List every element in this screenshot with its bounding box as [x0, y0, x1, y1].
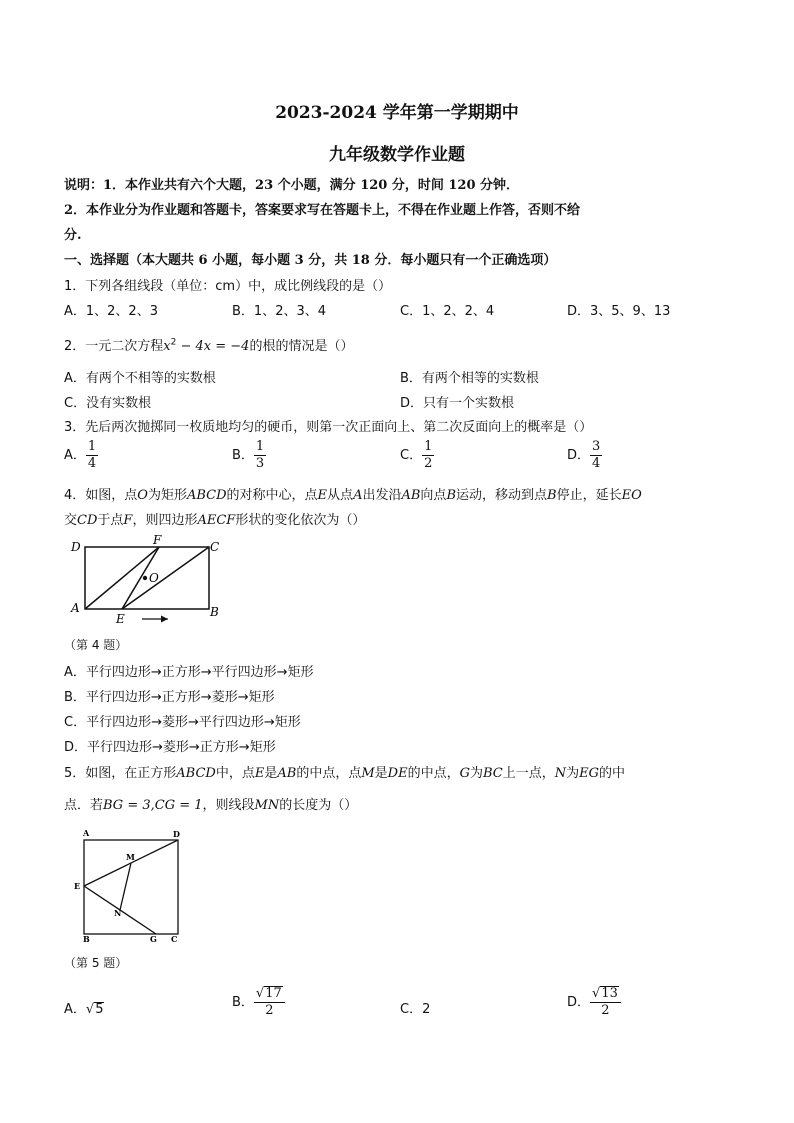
- q5-line-mn: [120, 863, 131, 910]
- q4-line-af: [85, 547, 159, 609]
- q3-label-a: A．: [64, 448, 86, 463]
- q3-fraction-c: [422, 439, 434, 472]
- question-2-option-d: D．只有一个实数根: [400, 396, 515, 411]
- q5-s1g: 为: [470, 766, 484, 781]
- q5-var-g: G: [459, 766, 470, 781]
- q4-var-b: B: [446, 488, 456, 503]
- q5-s1j: 的中: [599, 766, 626, 781]
- q2-stem-post: 的根的情况是（）: [249, 339, 354, 354]
- question-3-stem: 3．先后两次抛掷同一枚质地均匀的硬币，则第一次正面向上、第二次反面向上的概率是（）: [64, 420, 593, 435]
- q5-label-a: A: [83, 828, 90, 838]
- q5-opt-a-radicand: 5: [95, 1002, 104, 1017]
- radical-icon: √: [85, 1002, 95, 1017]
- question-4-stem-line-2: [64, 509, 365, 528]
- q5-var-e: E: [254, 766, 265, 781]
- q5-var-abcd: ABCD: [176, 766, 216, 781]
- question-2-option-c: C．没有实数根: [64, 396, 152, 411]
- question-3-option-b: [232, 439, 266, 472]
- q5-label-n: N: [114, 908, 122, 918]
- q5-label-g: G: [150, 934, 157, 944]
- q5-s2c: 的长度为（）: [279, 798, 358, 813]
- instructions-line-3: 分.: [64, 228, 82, 243]
- page-subtitle: 九年级数学作业题: [329, 145, 465, 165]
- q5-label-opt-c: C．: [400, 1002, 423, 1017]
- q5-s1e: 是: [374, 766, 388, 781]
- q4-label-d: D: [71, 540, 81, 554]
- q3-num-d: 3: [592, 439, 601, 454]
- question-5-stem-line-1: [64, 762, 625, 781]
- q5-opt-d-den: 2: [601, 1003, 610, 1018]
- question-4-figure: [64, 535, 234, 630]
- instructions-line-2: 2．本作业分为作业题和答题卡，答案要求写在答题卡上，不得在作业题上作答，否则不给: [64, 203, 581, 218]
- q5-label-opt-a: A．: [64, 1002, 86, 1017]
- q5-opt-d-num: [590, 986, 621, 1003]
- q2-eq-rest: − 4x = −4: [176, 339, 250, 354]
- q4-arrow-icon: [161, 616, 168, 623]
- q4-s2d: 形状的变化依次为（）: [235, 513, 366, 528]
- q5-s1a: 5．如图，在正方形: [64, 766, 177, 781]
- q5-s1i: 为: [566, 766, 580, 781]
- q5-s1h: 上一点，: [502, 766, 555, 781]
- q5-opt-b-radicand: 17: [265, 986, 282, 1001]
- q5-var-eg: EG: [579, 766, 600, 781]
- question-4-option-c: C．平行四边形→菱形→平行四边形→矩形: [64, 715, 301, 730]
- q5-label-opt-d: D．: [567, 995, 591, 1010]
- q4-s2c: ，则四边形: [132, 513, 198, 528]
- q2-eq-x: x: [163, 339, 171, 354]
- q4-var-cd: CD: [77, 513, 98, 528]
- q3-label-b: B．: [232, 448, 254, 463]
- q4-label-b: B: [210, 605, 219, 619]
- q5-s1f: 的中点，: [407, 766, 460, 781]
- q5-label-e: E: [74, 881, 81, 891]
- question-4-option-d: D．平行四边形→菱形→正方形→矩形: [64, 740, 276, 755]
- q5-s2a: 点．若: [64, 798, 104, 813]
- q4-label-f: F: [153, 535, 162, 547]
- question-5-caption: （第 5 题）: [64, 956, 128, 970]
- q4-var-f: F: [123, 513, 133, 528]
- q4-s2b: 于点: [97, 513, 124, 528]
- q5-s1d: 的中点，点: [296, 766, 362, 781]
- q4-var-e: E: [317, 488, 328, 503]
- q5-opt-c-value: 2: [422, 1002, 431, 1017]
- q5-var-de: DE: [387, 766, 408, 781]
- question-5-figure: [70, 826, 188, 944]
- q5-var-bc: BC: [483, 766, 503, 781]
- question-5-option-a: [64, 998, 104, 1017]
- q3-fraction-b: [254, 439, 266, 472]
- q4-s1a: 4．如图，点: [64, 488, 138, 503]
- question-1-option-b: B．1、2、3、4: [232, 304, 327, 319]
- q4-s1e: 出发沿: [362, 488, 402, 503]
- q5-label-b: B: [83, 934, 90, 944]
- q3-num-b: 1: [255, 439, 265, 454]
- question-3-option-c: [400, 439, 434, 472]
- q3-den-d: 4: [592, 456, 601, 471]
- question-1-option-d: D．3、5、9、13: [567, 304, 671, 319]
- q5-var-m: M: [361, 766, 375, 781]
- q5-opt-b-den: 2: [265, 1003, 274, 1018]
- q5-condition: BG = 3,CG = 1: [103, 798, 203, 813]
- question-5-option-c: [400, 998, 430, 1017]
- q4-var-aecf: AECF: [197, 513, 236, 528]
- q3-den-c: 2: [424, 456, 433, 471]
- q5-fraction-d: [590, 986, 621, 1019]
- question-2-option-a: A．有两个不相等的实数根: [64, 371, 216, 386]
- q4-label-a: A: [71, 601, 80, 615]
- q4-s1d: 从点: [327, 488, 354, 503]
- question-4-option-a: A．平行四边形→正方形→平行四边形→矩形: [64, 665, 314, 680]
- instructions-line-1: 说明：1．本作业共有六个大题，23 个小题，满分 120 分，时间 120 分钟．: [64, 178, 520, 193]
- q4-var-o: O: [137, 488, 148, 503]
- q3-fraction-d: [590, 439, 602, 472]
- question-5-option-d: [567, 986, 621, 1019]
- q4-s2a: 交: [64, 513, 78, 528]
- q4-var-ab: AB: [401, 488, 421, 503]
- q4-s1f: 向点: [420, 488, 447, 503]
- page-title: 2023-2024 学年第一学期期中: [275, 103, 519, 123]
- question-3-option-d: [567, 439, 602, 472]
- section-heading: 一、选择题（本大题共 6 小题，每小题 3 分，共 18 分．每小题只有一个正确选项）: [64, 253, 557, 268]
- q5-var-mn: MN: [254, 798, 280, 813]
- q4-s1c: 的对称中心，点: [226, 488, 318, 503]
- q3-num-c: 1: [424, 439, 433, 454]
- question-4-option-b: B．平行四边形→正方形→菱形→矩形: [64, 690, 275, 705]
- radical-icon: √: [592, 986, 601, 1001]
- q4-point-o: [143, 576, 147, 580]
- q5-label-c: C: [171, 934, 178, 944]
- q5-var-ab: AB: [277, 766, 297, 781]
- question-1-option-a: A．1、2、2、3: [64, 304, 158, 319]
- q4-line-ec: [122, 547, 209, 609]
- q4-s1g: 运动，移动到点: [456, 488, 548, 503]
- radical-icon: √: [255, 986, 265, 1001]
- question-4-caption: （第 4 题）: [64, 638, 128, 652]
- q4-s1b: 为矩形: [147, 488, 187, 503]
- q4-label-c: C: [210, 540, 220, 554]
- question-1-option-c: C．1、2、2、4: [400, 304, 495, 319]
- q5-opt-b-num: [254, 986, 285, 1003]
- question-2-option-b: B．有两个相等的实数根: [400, 371, 539, 386]
- q2-eq-exp: 2: [170, 337, 177, 348]
- question-2-stem: [64, 335, 353, 354]
- q4-label-o: O: [149, 571, 159, 585]
- question-3-option-a: [64, 439, 98, 472]
- q3-label-d: D．: [567, 448, 591, 463]
- q5-label-m: M: [126, 852, 135, 862]
- q3-den-b: 3: [255, 456, 265, 471]
- q4-s1h: 停止，延长: [556, 488, 622, 503]
- question-1-stem: 1．下列各组线段（单位：cm）中，成比例线段的是（）: [64, 279, 392, 294]
- question-5-option-b: [232, 986, 285, 1019]
- q5-var-n: N: [554, 766, 567, 781]
- q3-den-a: 4: [87, 456, 97, 471]
- q3-fraction-a: [86, 439, 98, 472]
- q3-label-c: C．: [400, 448, 423, 463]
- q5-s1b: 中，点: [215, 766, 255, 781]
- q3-num-a: 1: [87, 439, 97, 454]
- q4-var-b2: B: [547, 488, 557, 503]
- q4-var-abcd: ABCD: [186, 488, 227, 503]
- q4-var-a: A: [353, 488, 363, 503]
- q5-opt-d-radicand: 13: [601, 986, 618, 1001]
- q5-label-opt-b: B．: [232, 995, 254, 1010]
- question-5-stem-line-2: [64, 794, 357, 813]
- q5-fraction-b: [254, 986, 285, 1019]
- q5-s1c: 是: [264, 766, 278, 781]
- q4-var-eo: EO: [621, 488, 642, 503]
- q5-s2b: ，则线段: [202, 798, 255, 813]
- q4-label-e: E: [116, 612, 125, 626]
- question-4-stem-line-1: [64, 484, 642, 503]
- q5-label-d: D: [173, 829, 180, 839]
- q2-stem-pre: 2．一元二次方程: [64, 339, 164, 354]
